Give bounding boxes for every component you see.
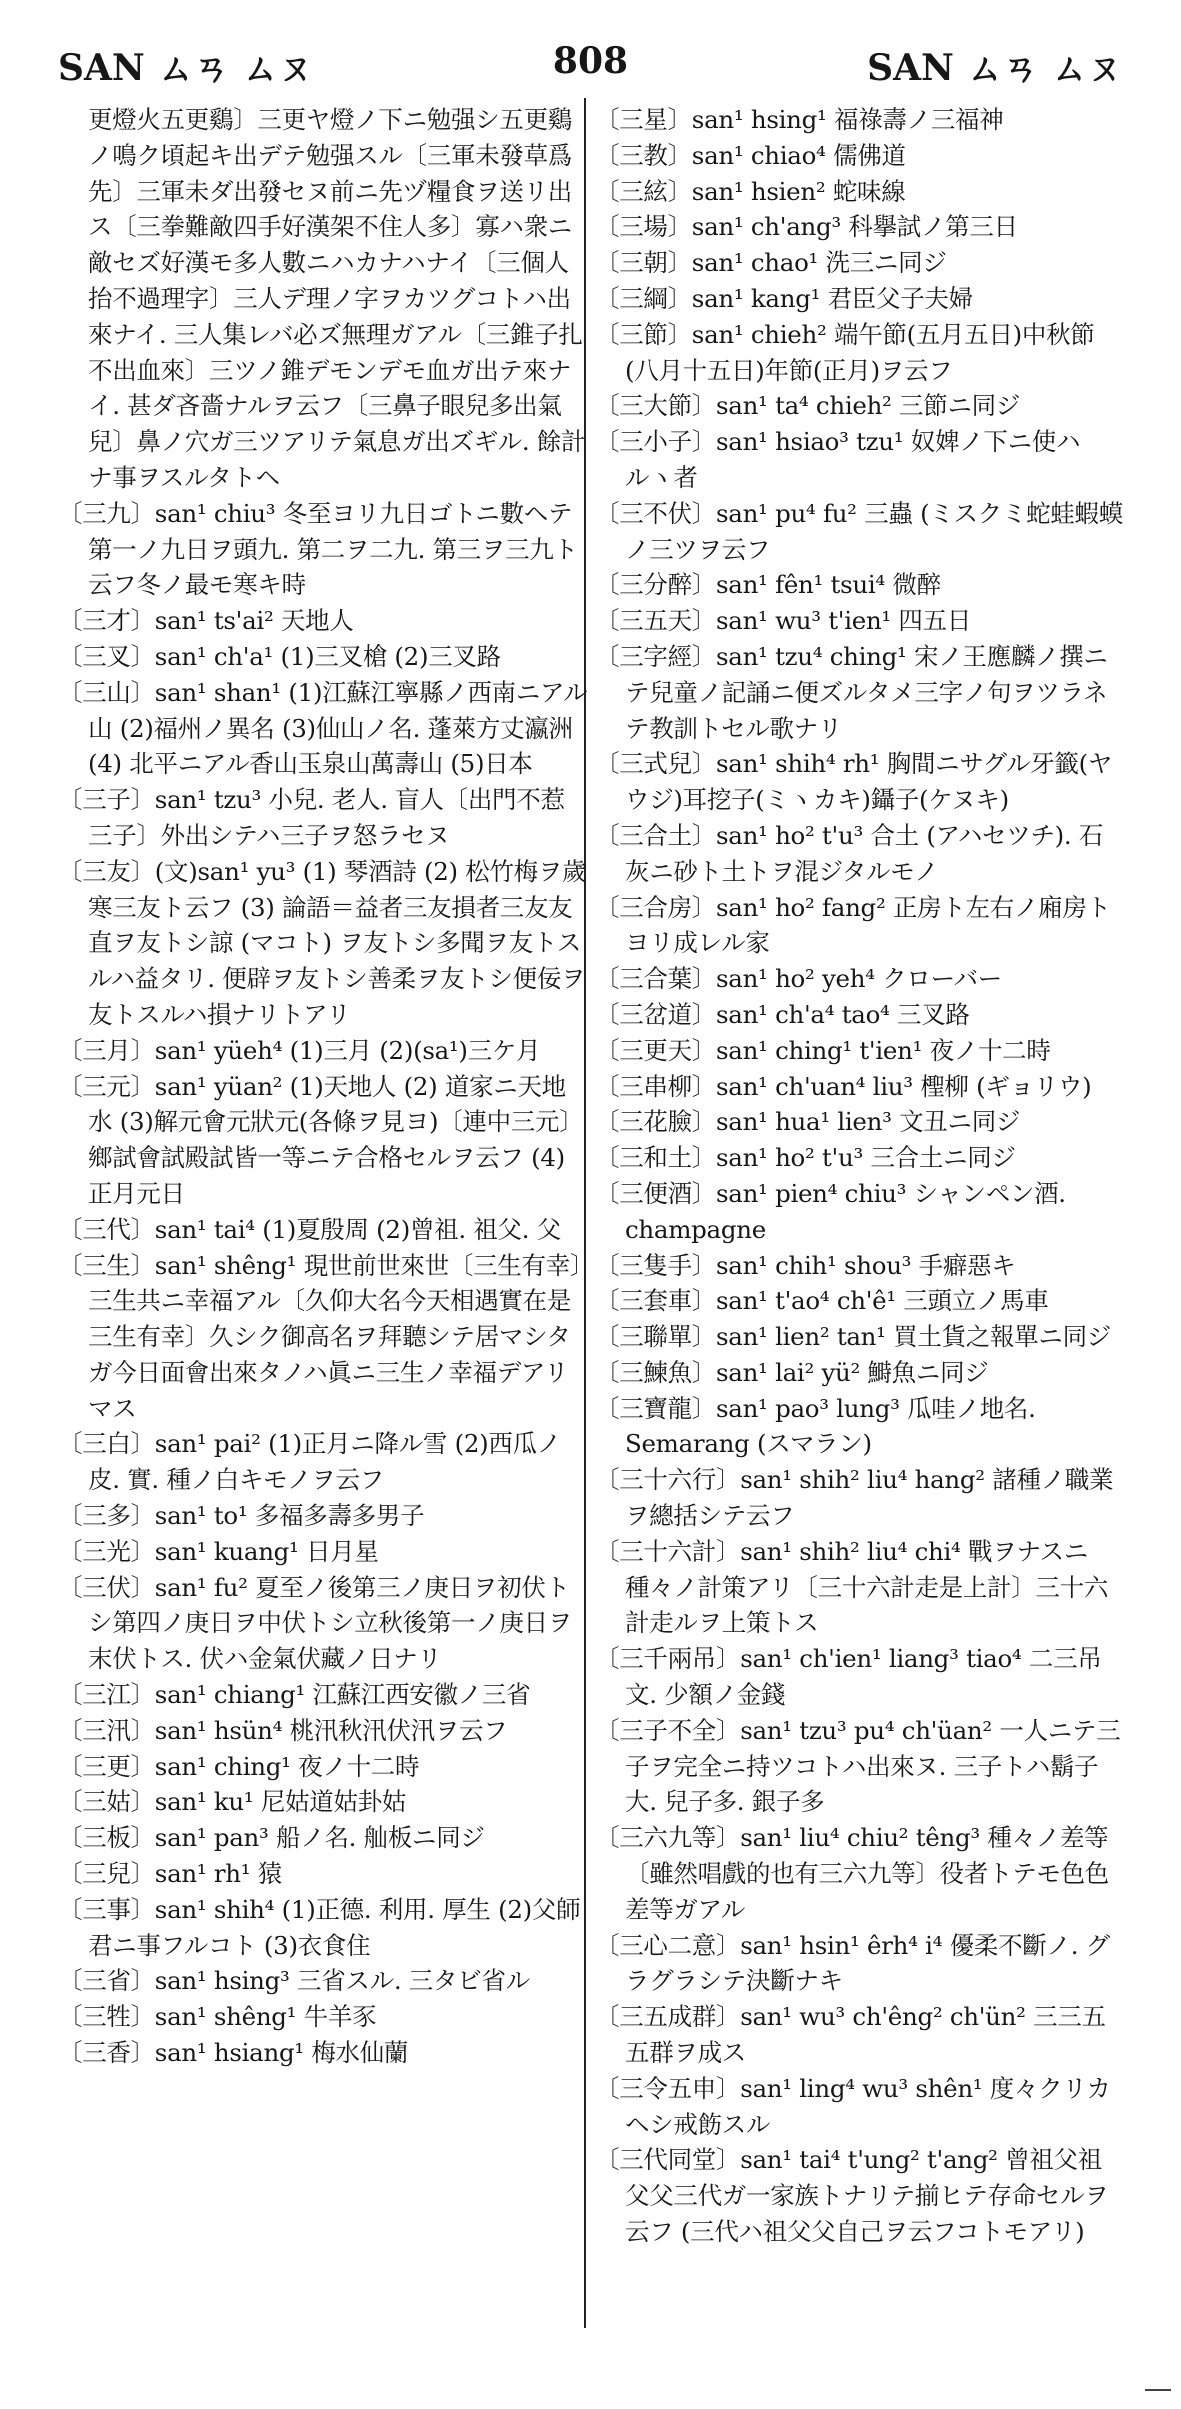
dictionary-entry: 〔三五天〕san¹ wu³ t'ien¹ 四五日 — [595, 606, 972, 636]
dictionary-entry: 〔三江〕san¹ chiang¹ 江蘇江西安徽ノ三省 — [58, 1680, 531, 1710]
dictionary-entry: 〔三十六行〕san¹ shih² liu⁴ hang² 諸種ノ職業ヲ總括シテ云フ — [595, 1465, 1114, 1531]
dictionary-entry: 〔三生〕san¹ shêng¹ 現世前世來世〔三生有幸〕三生共ニ幸福アル〔久仰大名今天相遇實在是三生有幸〕久シク御高名ヲ拜聽シテ居マシタガ今日面會出來タノハ眞ニ三生ノ幸福デアリマス — [58, 1250, 582, 1423]
dictionary-entry: 〔三節〕san¹ chieh² 端午節(五月五日)中秋節(八月十五日)年節(正月)ヲ云フ — [595, 319, 1095, 385]
dictionary-entry: 〔三元〕san¹ yüan² (1)天地人 (2) 道家ニ天地水 (3)解元會元狀元(各條ヲ見ヨ)〔連中三元〕鄉試會試殿試皆一等ニテ合格セルヲ云フ (4)正月元日 — [58, 1071, 584, 1208]
dictionary-entry: 〔三兒〕san¹ rh¹ 猿 — [58, 1859, 282, 1889]
dictionary-entry: 〔三套車〕san¹ t'ao⁴ ch'ê¹ 三頭立ノ馬車 — [595, 1286, 1049, 1316]
dictionary-entry: 〔三才〕san¹ ts'ai² 天地人 — [58, 606, 354, 636]
dictionary-entry: 〔三汛〕san¹ hsün⁴ 桃汛秋汛伏汛ヲ云フ — [58, 1715, 508, 1745]
corner-mark — [1145, 2379, 1171, 2391]
dictionary-entry: 〔三更天〕san¹ ching¹ t'ien¹ 夜ノ十二時 — [595, 1035, 1051, 1065]
dictionary-entry: 〔三花臉〕san¹ hua¹ lien³ 文丑ニ同ジ — [595, 1107, 1021, 1137]
dictionary-entry: 〔三合土〕san¹ ho² t'u³ 合土 (アハセツチ). 石灰ニ砂ト土トヲ混ジタルモノ — [595, 820, 1104, 886]
dictionary-entry: 〔三心二意〕san¹ hsin¹ êrh⁴ i⁴ 優柔不斷ノ. グラグラシテ決斷ナキ — [595, 1930, 1110, 1996]
dictionary-entry: 〔三光〕san¹ kuang¹ 日月星 — [58, 1536, 379, 1566]
dictionary-entry: 〔三香〕san¹ hsiang¹ 梅水仙蘭 — [58, 2038, 409, 2068]
dictionary-entry: 〔三子不全〕san¹ tzu³ pu⁴ ch'üan² 一人ニテ三子ヲ完全ニ持ツコトハ出來ヌ. 三子トハ鬍子大. 兒子多. 銀子多 — [595, 1715, 1121, 1817]
running-head-right: SAN ㄙㄢ ㄙㄡ — [867, 47, 1123, 89]
dictionary-entry: 〔三事〕san¹ shih⁴ (1)正德. 利用. 厚生 (2)父師君ニ事フルコト (3)衣食住 — [58, 1894, 581, 1960]
dictionary-entry: 〔三寶龍〕san¹ pao³ lung³ 瓜哇ノ地名. Semarang (スマラン) — [595, 1393, 1036, 1459]
dictionary-entry: 〔三子〕san¹ tzu³ 小兒. 老人. 盲人〔出門不惹三子〕外出シテハ三子ヲ怒ラセヌ — [58, 785, 565, 850]
dictionary-entry: 〔三小子〕san¹ hsiao³ tzu¹ 奴婢ノ下ニ使ハルヽ者 — [595, 427, 1081, 492]
dictionary-entry: 〔三大節〕san¹ ta⁴ chieh² 三節ニ同ジ — [595, 391, 1021, 421]
dictionary-entry: 〔三隻手〕san¹ chih¹ shou³ 手癖惡キ — [595, 1250, 1016, 1280]
dictionary-entry: 〔三九〕san¹ chiu³ 冬至ヨリ九日ゴトニ數ヘテ第一ノ九日ヲ頭九. 第二ヲ二九. 第三ヲ三九ト云フ冬ノ最モ寒キ時 — [58, 498, 578, 600]
dictionary-entry: 〔三綱〕san¹ kang¹ 君臣父子夫婦 — [595, 283, 973, 313]
dictionary-entry: 〔三場〕san¹ ch'ang³ 科擧試ノ第三日 — [595, 212, 1018, 242]
dictionary-entry: 〔三省〕san¹ hsing³ 三省スル. 三タビ省ル — [58, 1966, 530, 1996]
dictionary-entry: 〔三板〕san¹ pan³ 船ノ名. 舢板ニ同ジ — [58, 1823, 485, 1853]
right-column — [595, 102, 1125, 2332]
dictionary-entry: 〔三合房〕san¹ ho² fang² 正房ト左右ノ廂房トヨリ成レル家 — [595, 892, 1111, 958]
dictionary-entry: 〔三多〕san¹ to¹ 多福多壽多男子 — [58, 1501, 425, 1531]
dictionary-entry: 〔三叉〕san¹ ch'a¹ (1)三叉槍 (2)三叉路 — [58, 641, 501, 671]
dictionary-entry: 〔三聯單〕san¹ lien² tan¹ 買土貨之報單ニ同ジ — [595, 1322, 1111, 1352]
dictionary-entry: 〔三六九等〕san¹ liu⁴ chiu² têng³ 種々ノ差等〔雖然唱戲的也有三六九等〕役者トテモ色色差等ガアル — [595, 1823, 1109, 1924]
dictionary-entry: 〔三牲〕san¹ shêng¹ 牛羊豕 — [58, 2002, 377, 2032]
dictionary-entry: 〔三星〕san¹ hsing¹ 福祿壽ノ三福神 — [595, 105, 1004, 134]
dictionary-entry: 〔三合葉〕san¹ ho² yeh⁴ クローバー — [595, 964, 1003, 994]
page-number: 808 — [552, 40, 629, 82]
dictionary-entry: 〔三月〕san¹ yüeh⁴ (1)三月 (2)(sa¹)三ケ月 — [58, 1035, 541, 1065]
dictionary-entry: 〔三伏〕san¹ fu² 夏至ノ後第三ノ庚日ヲ初伏トシ第四ノ庚日ヲ中伏トシ立秋後第一ノ庚日ヲ末伏トス. 伏ハ金氣伏藏ノ日ナリ — [58, 1572, 572, 1674]
page-header — [58, 40, 1123, 90]
dictionary-entry: 〔三岔道〕san¹ ch'a⁴ tao⁴ 三叉路 — [595, 999, 970, 1029]
dictionary-entry: 〔三白〕san¹ pai² (1)正月ニ降ル雪 (2)西瓜ノ皮. 實. 種ノ白キモノヲ云フ — [58, 1429, 561, 1495]
dictionary-entry: 〔三便酒〕san¹ pien⁴ chiu³ シャンペン酒. champagne — [595, 1178, 1066, 1244]
dictionary-entry: 〔三友〕(文)san¹ yu³ (1) 琴酒詩 (2) 松竹梅ヲ歲寒三友ト云フ (3) 論語＝益者三友損者三友友直ヲ友トシ諒 (マコト) ヲ友トシ多聞ヲ友トスルハ益タリ. 便辟ヲ友トシ善柔ヲ友トシ便佞ヲ友トスルハ損ナリトアリ — [58, 856, 587, 1029]
dictionary-entry: 〔三和土〕san¹ ho² t'u³ 三合土ニ同ジ — [595, 1143, 1016, 1173]
dictionary-entry: 〔三絃〕san¹ hsien² 蛇味線 — [595, 176, 906, 206]
dictionary-entry: 〔三五成群〕san¹ wu³ ch'êng² ch'ün² 三三五五群ヲ成ス — [595, 2002, 1106, 2068]
dictionary-entry: 〔三千兩吊〕san¹ ch'ien¹ liang³ tiao⁴ 二三吊文. 少額ノ金錢 — [595, 1644, 1102, 1710]
dictionary-entry: 〔三山〕san¹ shan¹ (1)江蘇江寧縣ノ西南ニアル山 (2)福州ノ異名 (3)仙山ノ名. 蓬萊方丈瀛洲 (4) 北平ニアル香山玉泉山萬壽山 (5)日本 — [58, 677, 588, 779]
dictionary-entry: 〔三代同堂〕san¹ tai⁴ t'ung² t'ang² 曾祖父祖父父三代ガ一家族トナリテ揃ヒテ存命セルヲ云フ (三代ハ祖父父自己ヲ云フコトモアリ) — [595, 2145, 1109, 2247]
running-head-left: SAN ㄙㄢ ㄙㄡ — [58, 47, 314, 89]
dictionary-entry: 〔三十六計〕san¹ shih² liu⁴ chi⁴ 戰ヲナスニ種々ノ計策アリ〔三十六計走是上計〕三十六計走ルヲ上策トス — [595, 1536, 1109, 1638]
dictionary-entry: 更燈火五更鷄〕三更ヤ燈ノ下ニ勉强シ五更鷄ノ鳴ク頃起キ出デテ勉强スル〔三軍未發草爲先〕三軍未ダ出發セヌ前ニ先ヅ糧食ヲ送リ出ス〔三拳難敵四手好漢架不住人多〕寡ハ衆ニ敵セズ好漢モ多人數ニハカナハナイ〔三個人抬不過理字〕三人デ理ノ字ヲカツグコトハ出來ナイ. 三人集レバ必ズ無理ガアル〔三錐子扎不出血來〕三ツノ錐デモンデモ血ガ出テ來ナイ. 甚ダ吝嗇ナルヲ云フ〔三鼻子眼兒多出氣兒〕鼻ノ穴ガ三ツアリテ氣息ガ出ズギル. 餘計ナ事ヲスルタトヘ — [88, 105, 586, 492]
left-column — [58, 102, 588, 2332]
dictionary-entry: 〔三教〕san¹ chiao⁴ 儒佛道 — [595, 140, 906, 170]
dictionary-entry: 〔三令五申〕san¹ ling⁴ wu³ shên¹ 度々クリカヘシ戒飭スル — [595, 2073, 1111, 2139]
dictionary-entry: 〔三姑〕san¹ ku¹ 尼姑道姑卦姑 — [58, 1787, 407, 1817]
dictionary-entry: 〔三分醉〕san¹ fên¹ tsui⁴ 微醉 — [595, 570, 941, 600]
dictionary-entry: 〔三字經〕san¹ tzu⁴ ching¹ 宋ノ王應麟ノ撰ニテ兒童ノ記誦ニ便ズルタメ三字ノ句ヲツラネテ教訓トセル歌ナリ — [595, 641, 1108, 743]
dictionary-entry: 〔三代〕san¹ tai⁴ (1)夏殷周 (2)曾祖. 祖父. 父 — [58, 1214, 561, 1244]
dictionary-entry: 〔三式兒〕san¹ shih⁴ rh¹ 胸間ニサグル牙籤(ヤウジ)耳挖子(ミヽカキ)鑷子(ケヌキ) — [595, 749, 1113, 815]
dictionary-entry: 〔三更〕san¹ ching¹ 夜ノ十二時 — [58, 1751, 420, 1781]
dictionary-entry: 〔三朝〕san¹ chao¹ 洗三ニ同ジ — [595, 248, 947, 278]
dictionary-entry: 〔三串柳〕san¹ ch'uan⁴ liu³ 檉柳 (ギョリウ) — [595, 1071, 1092, 1101]
dictionary-entry: 〔三鰊魚〕san¹ lai² yü² 鰣魚ニ同ジ — [595, 1357, 989, 1387]
dictionary-entry: 〔三不伏〕san¹ pu⁴ fu² 三蟲 (ミスクミ蛇蛙蝦蟆ノ三ツヲ云フ — [595, 498, 1123, 564]
